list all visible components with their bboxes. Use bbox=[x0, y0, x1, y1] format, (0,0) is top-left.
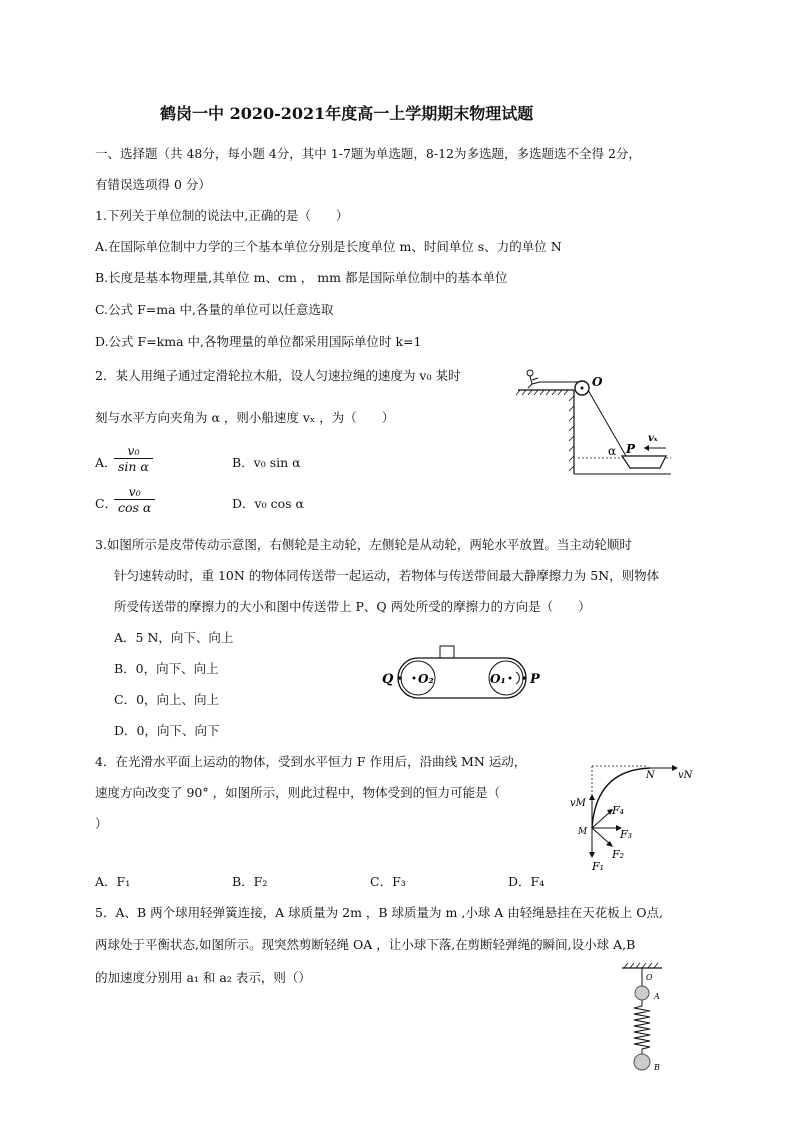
force-f2-arrow bbox=[592, 828, 610, 844]
q5-spring-balls-figure bbox=[616, 962, 686, 1082]
q2-option-c-denominator: cos α bbox=[118, 500, 152, 515]
q5-stem-line-1: 5．A、B 两个球用轻弹簧连接，A 球质量为 2m ，B 球质量为 m ,小球 A 由轻绳悬挂在天花板上 O点, bbox=[95, 905, 663, 920]
curve-mn bbox=[592, 768, 650, 828]
q2-option-a-numerator: v₀ bbox=[114, 443, 153, 459]
q2-stem-line-2: 刻与水平方向夹角为 α ，则小船速度 vₓ ，为（ ） bbox=[95, 410, 395, 425]
point-o-label: O bbox=[646, 973, 653, 982]
point-q-label: Q bbox=[382, 672, 394, 687]
q2-option-b: B．v₀ sin α bbox=[232, 455, 301, 470]
q3-option-b: B．0，向下、向上 bbox=[114, 661, 219, 676]
ball-a-label: A bbox=[654, 992, 660, 1001]
q2-option-a-denominator: sin α bbox=[118, 459, 149, 474]
q2-option-a-label: A． bbox=[95, 455, 117, 470]
boat bbox=[622, 456, 666, 468]
velocity-m-arrowhead bbox=[589, 794, 595, 800]
q1-option-c: C.公式 F=ma 中,各量的单位可以任意选取 bbox=[95, 302, 334, 317]
q2-option-c-fraction bbox=[114, 484, 155, 515]
q2-option-c-numerator: v₀ bbox=[114, 484, 155, 500]
point-q bbox=[398, 676, 402, 680]
q3-stem-line-2: 针匀速转动时，重 10N 的物体同传送带一起运动，若物体与传送带间最大静摩擦力为 5N，则物体 bbox=[114, 568, 660, 583]
velocity-m-label: vM bbox=[570, 798, 586, 809]
spring bbox=[634, 1000, 650, 1054]
q3-stem-line-1: 3.如图所示是皮带传动示意图，右侧轮是主动轮，左侧轮是从动轮，两轮水平放置。当主动轮顺时 bbox=[95, 537, 632, 552]
q3-option-d: D．0，向下、向下 bbox=[114, 723, 220, 738]
force-f2-label: F₂ bbox=[612, 848, 625, 861]
q2-option-a-fraction bbox=[114, 443, 153, 474]
ball-b bbox=[634, 1054, 650, 1070]
q4-stem-line-3: ） bbox=[95, 816, 108, 831]
point-p-label: P bbox=[530, 672, 540, 687]
q4-curve-forces-figure bbox=[566, 758, 706, 878]
driven-wheel-center bbox=[413, 677, 416, 680]
q3-belt-drive-figure bbox=[378, 642, 548, 712]
q3-stem-line-3: 所受传送带的摩擦力的大小和图中传送带上 P、Q 两处所受的摩擦力的方向是（ ） bbox=[114, 599, 591, 614]
q4-option-a: A．F₁ bbox=[95, 874, 131, 889]
pulley-axle bbox=[581, 387, 584, 390]
q3-option-c: C．0，向上、向上 bbox=[114, 692, 220, 707]
pulley-label-o: O bbox=[592, 375, 603, 389]
force-f3-label: F₃ bbox=[620, 828, 633, 841]
q4-option-d: D．F₄ bbox=[508, 874, 545, 889]
page-title: 鹤岗一中 2020-2021年度高一上学期期末物理试题 bbox=[160, 104, 534, 123]
ceiling-hatch bbox=[624, 963, 658, 968]
boat-velocity-label: vₓ bbox=[648, 433, 658, 444]
person-body bbox=[528, 376, 540, 388]
point-m-label: M bbox=[578, 827, 588, 837]
force-f4-arrow bbox=[592, 812, 610, 828]
force-f1-arrowhead bbox=[589, 852, 595, 858]
q1-option-a: A.在国际单位制中力学的三个基本单位分别是长度单位 m、时间单位 s、力的单位 N bbox=[95, 239, 562, 254]
velocity-n-label: vN bbox=[678, 770, 693, 781]
q2-option-c-label: C． bbox=[95, 496, 118, 511]
q4-option-b: B．F₂ bbox=[232, 874, 268, 889]
q1-option-b: B.长度是基本物理量,其单位 m、cm ， mm 都是国际单位制中的基本单位 bbox=[95, 270, 508, 285]
point-p bbox=[522, 676, 526, 680]
q2-pulley-boat-figure bbox=[516, 366, 676, 481]
q4-stem-line-2: 速度方向改变了 90° ，如图所示，则此过程中，物体受到的恒力可能是（ bbox=[95, 785, 501, 800]
driving-wheel-center bbox=[509, 677, 512, 680]
q4-option-c: C．F₃ bbox=[370, 874, 406, 889]
ball-b-label: B bbox=[654, 1063, 660, 1072]
wall-hatch bbox=[569, 396, 574, 471]
q4-stem-line-1: 4．在光滑水平面上运动的物体，受到水平恒力 F 作用后，沿曲线 MN 运动， bbox=[95, 754, 527, 769]
q2-option-d: D．v₀ cos α bbox=[232, 496, 304, 511]
boat-label-p: P bbox=[626, 442, 636, 456]
person-head bbox=[527, 370, 533, 376]
section-heading-line-2: 有错误选项得 0 分） bbox=[95, 177, 211, 192]
angle-label: α bbox=[608, 444, 617, 458]
ball-a bbox=[635, 986, 649, 1000]
boat-velocity-arrowhead bbox=[644, 445, 649, 451]
rope-to-boat bbox=[588, 390, 626, 456]
q3-option-a: A．5 N，向下、向上 bbox=[114, 630, 234, 645]
force-f1-label: F₁ bbox=[592, 860, 605, 873]
q2-stem-line-1: 2．某人用绳子通过定滑轮拉木船，设人匀速拉绳的速度为 v₀ 某时 bbox=[95, 368, 461, 383]
platform-hatch bbox=[516, 390, 568, 395]
block bbox=[440, 646, 454, 658]
q1-option-d: D.公式 F=kma 中,各物理量的单位都采用国际单位时 k=1 bbox=[95, 334, 422, 349]
force-f4-label: F₄ bbox=[612, 804, 625, 817]
section-heading-line-1: 一、选择题（共 48分，每小题 4分，其中 1-7题为单选题，8-12为多选题，多选题选不全得 2分， bbox=[95, 146, 641, 161]
o1-label: O₁ bbox=[490, 672, 506, 686]
o2-label: O₂ bbox=[418, 672, 434, 686]
q5-stem-line-3: 的加速度分别用 a₁ 和 a₂ 表示，则（） bbox=[95, 970, 311, 985]
q5-stem-line-2: 两球处于平衡状态,如图所示。现突然剪断轻绳 OA ，让小球下落,在剪断轻弹绳的瞬间,设小球 A,B bbox=[95, 937, 636, 952]
point-n-label: N bbox=[646, 770, 655, 781]
q1-stem: 1.下列关于单位制的说法中,正确的是（ ） bbox=[95, 208, 349, 223]
